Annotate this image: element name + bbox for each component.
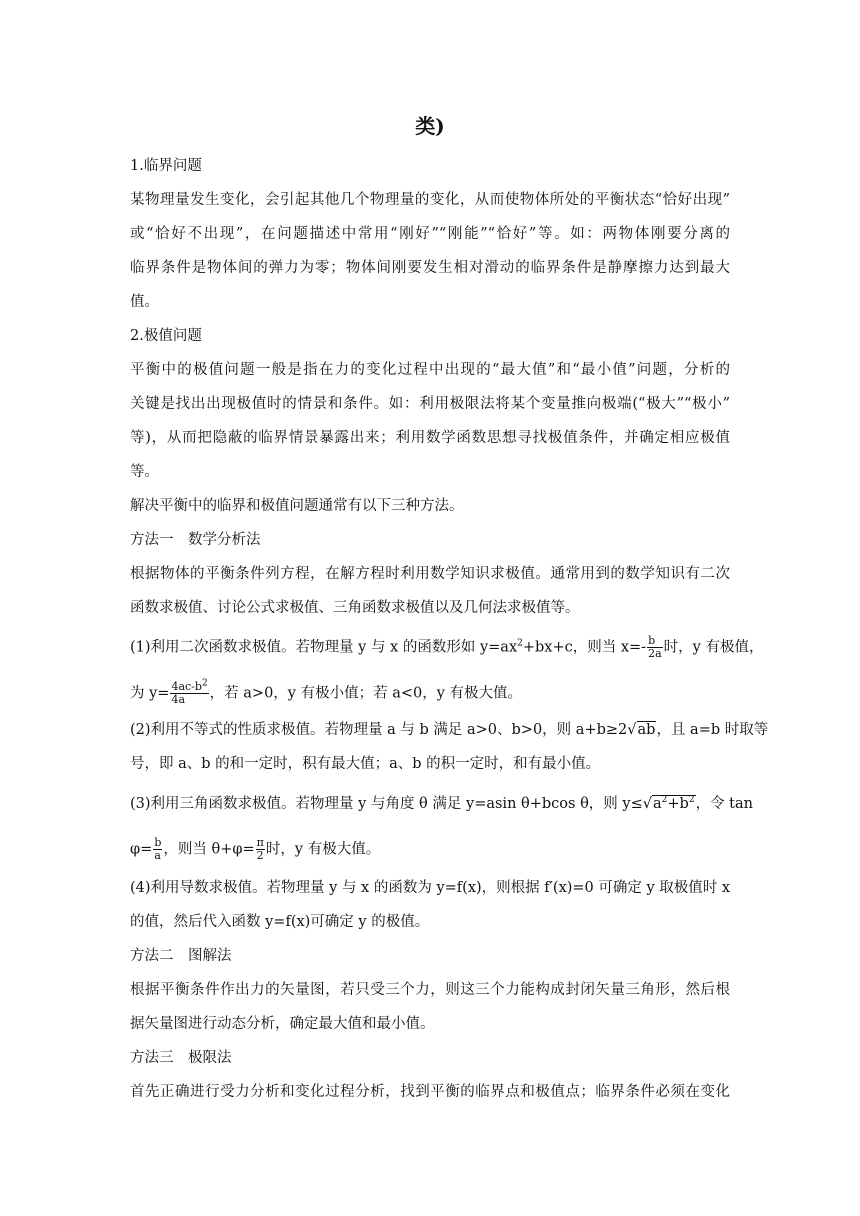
method2-line: 根据平衡条件作出力的矢量图，若只受三个力，则这三个力能构成封闭矢量三角形，然后根 (130, 982, 730, 998)
fraction: $\frac{b}{a}$ (154, 836, 162, 862)
section2-line: 关键是找出出现极值时的情景和条件。如：利用极限法将某个变量推向极端(“极大”“极小” (130, 396, 730, 412)
fraction: $\frac{\pi}{2}$ (256, 836, 264, 862)
method1-heading: 方法一 数学分析法 (130, 532, 261, 548)
intro-text: 解决平衡中的临界和极值问题通常有以下三种方法。 (130, 498, 464, 514)
method1-item1-line1: (1)利用二次函数求极值。若物理量 y 与 x 的函数形如 $y=ax^2+bx+c$，则当 x=- $\frac{b}{2a}$ 时，y 有极值， (130, 634, 764, 660)
section1-heading: 1.临界问题 (130, 158, 202, 174)
method1-item4-line2: 的值，然后代入函数 y=f(x)可确定 y 的极值。 (130, 914, 430, 930)
page-title: 类) (415, 114, 445, 138)
section2-line: 等)，从而把隐蔽的临界情景暴露出来；利用数学函数思想寻找极值条件，并确定相应极值 (130, 430, 730, 446)
square-root: √ab (627, 722, 656, 738)
section1-line: 值。 (130, 294, 159, 310)
method1-line: 根据物体的平衡条件列方程，在解方程时利用数学知识求极值。通常用到的数学知识有二次 (130, 566, 730, 582)
method2-line: 据矢量图进行动态分析，确定最大值和最小值。 (130, 1016, 435, 1032)
section1-line: 某物理量发生变化，会引起其他几个物理量的变化，从而使物体所处的平衡状态“恰好出现” (130, 192, 730, 208)
method1-item1-line2: 为 y= $\frac{4ac-b^2}{4a}$ ，若 a>0，y 有极小值；若 a<0，y 有极大值。 (130, 678, 523, 706)
section1-line: 或“恰好不出现”，在问题描述中常用“刚好”“刚能”“恰好”等。如：两物体刚要分离的 (130, 226, 730, 242)
method1-line: 函数求极值、讨论公式求极值、三角函数求极值以及几何法求极值等。 (130, 600, 580, 616)
fraction: $\frac{4ac-b^2}{4a}$ (171, 678, 208, 706)
section2-heading: 2.极值问题 (130, 328, 202, 344)
method2-heading: 方法二 图解法 (130, 948, 232, 964)
section2-line: 平衡中的极值问题一般是指在力的变化过程中出现的“最大值”和“最小值”问题，分析的 (130, 362, 730, 378)
section1-line: 临界条件是物体间的弹力为零；物体间刚要发生相对滑动的临界条件是静摩擦力达到最大 (130, 260, 730, 276)
method1-item3-line1: (3)利用三角函数求极值。若物理量 y 与角度 θ 满足 y=asin θ+bcos θ，则 $y\le√a^2+b^2$，令 tan (130, 793, 730, 815)
method1-item4-line1: (4)利用导数求极值。若物理量 y 与 x 的函数为 y=f(x)，则根据 f′(x)=0 可确定 y 取极值时 x (130, 880, 731, 896)
section2-line: 等。 (130, 464, 159, 480)
method3-heading: 方法三 极限法 (130, 1050, 232, 1066)
method1-item3-line2: φ= $\frac{b}{a}$ ，则当 θ+φ= $\frac{\pi}{2}$ 时，y 有极大值。 (130, 836, 381, 862)
method3-line: 首先正确进行受力分析和变化过程分析，找到平衡的临界点和极值点；临界条件必须在变化 (130, 1084, 730, 1100)
method1-item2-line1: (2)利用不等式的性质求极值。若物理量 a 与 b 满足 a>0、b>0，则 a+b≥2√ab，且 a=b 时取等 (130, 719, 730, 741)
square-root: $√a^2+b^2$ (642, 795, 695, 812)
fraction: $\frac{b}{2a}$ (648, 634, 662, 660)
method1-item2-line2: 号，即 a、b 的和一定时，积有最大值；a、b 的积一定时，和有最小值。 (130, 756, 601, 772)
